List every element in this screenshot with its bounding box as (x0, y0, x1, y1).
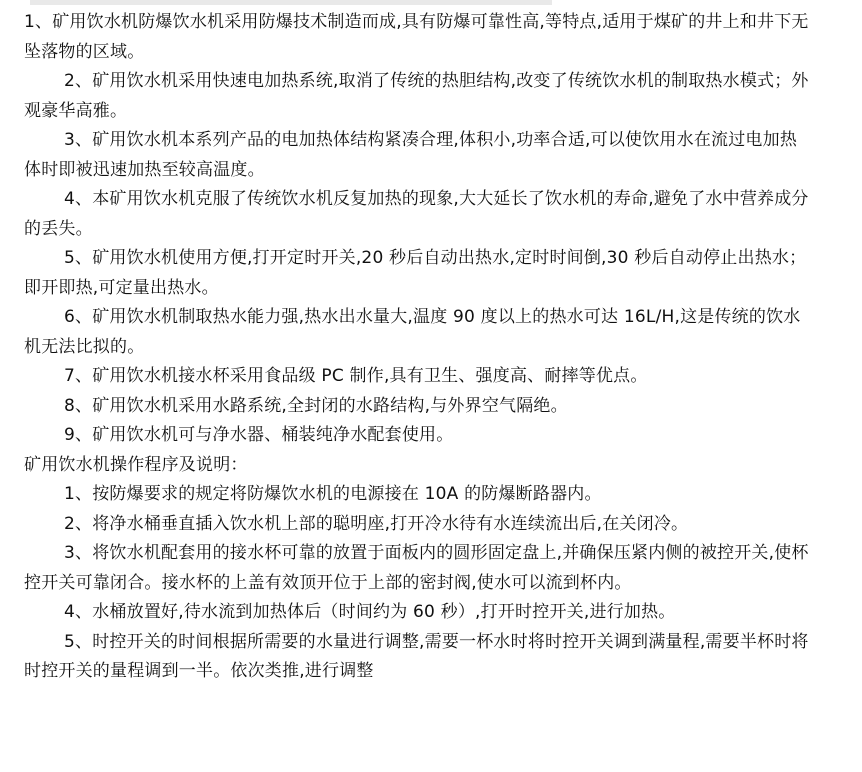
feature-paragraph-3: 3、矿用饮水机本系列产品的电加热体结构紧凑合理,体积小,功率合适,可以使饮用水在流过电加热体时即被迅速加热至较高温度。 (24, 130, 798, 180)
feature-paragraph-4: 4、本矿用饮水机克服了传统饮水机反复加热的现象,大大延长了饮水机的寿命,避免了水中营养成分的丢失。 (24, 189, 809, 239)
operation-step-4: 4、水桶放置好,待水流到加热体后（时间约为 60 秒）,打开时控开关,进行加热。 (64, 602, 676, 622)
feature-paragraph-6: 6、矿用饮水机制取热水能力强,热水出水量大,温度 90 度以上的热水可达 16L/H,这是传统的饮水机无法比拟的。 (24, 307, 801, 357)
operation-step-3: 3、将饮水机配套用的接水杯可靠的放置于面板内的圆形固定盘上,并确保压紧内侧的被控开关,使杯控开关可靠闭合。接水杯的上盖有效顶开位于上部的密封阀,使水可以流到杯内。 (24, 543, 809, 593)
feature-paragraph-2: 2、矿用饮水机采用快速电加热系统,取消了传统的热胆结构,改变了传统饮水机的制取热水模式；外观豪华高雅。 (24, 71, 809, 121)
operation-step-5: 5、时控开关的时间根据所需要的水量进行调整,需要一杯水时将时控开关调到满量程,需要半杯时将时控开关的量程调到一半。依次类推,进行调整 (24, 631, 809, 681)
feature-paragraph-9: 9、矿用饮水机可与净水器、桶装纯净水配套使用。 (64, 425, 454, 445)
feature-paragraph-1: 1、矿用饮水机防爆饮水机采用防爆技术制造而成,具有防爆可靠性高,等特点,适用于煤矿的井上和井下无坠落物的区域。 (24, 12, 809, 62)
document-body (24, 8, 814, 687)
top-divider (30, 0, 552, 5)
operation-step-2: 2、将净水桶垂直插入饮水机上部的聪明座,打开冷水待有水连续流出后,在关闭冷。 (64, 513, 689, 534)
operation-heading: 矿用饮水机操作程序及说明： (24, 454, 248, 475)
operation-step-1: 1、按防爆要求的规定将防爆饮水机的电源接在 10A 的防爆断路器内。 (64, 484, 602, 504)
feature-paragraph-7: 7、矿用饮水机接水杯采用食品级 PC 制作,具有卫生、强度高、耐摔等优点。 (64, 366, 648, 386)
feature-paragraph-8: 8、矿用饮水机采用水路系统,全封闭的水路结构,与外界空气隔绝。 (64, 395, 568, 416)
feature-paragraph-5: 5、矿用饮水机使用方便,打开定时开关,20 秒后自动出热水,定时时间倒,30 秒后自动停止出热水；即开即热,可定量出热水。 (24, 248, 807, 298)
